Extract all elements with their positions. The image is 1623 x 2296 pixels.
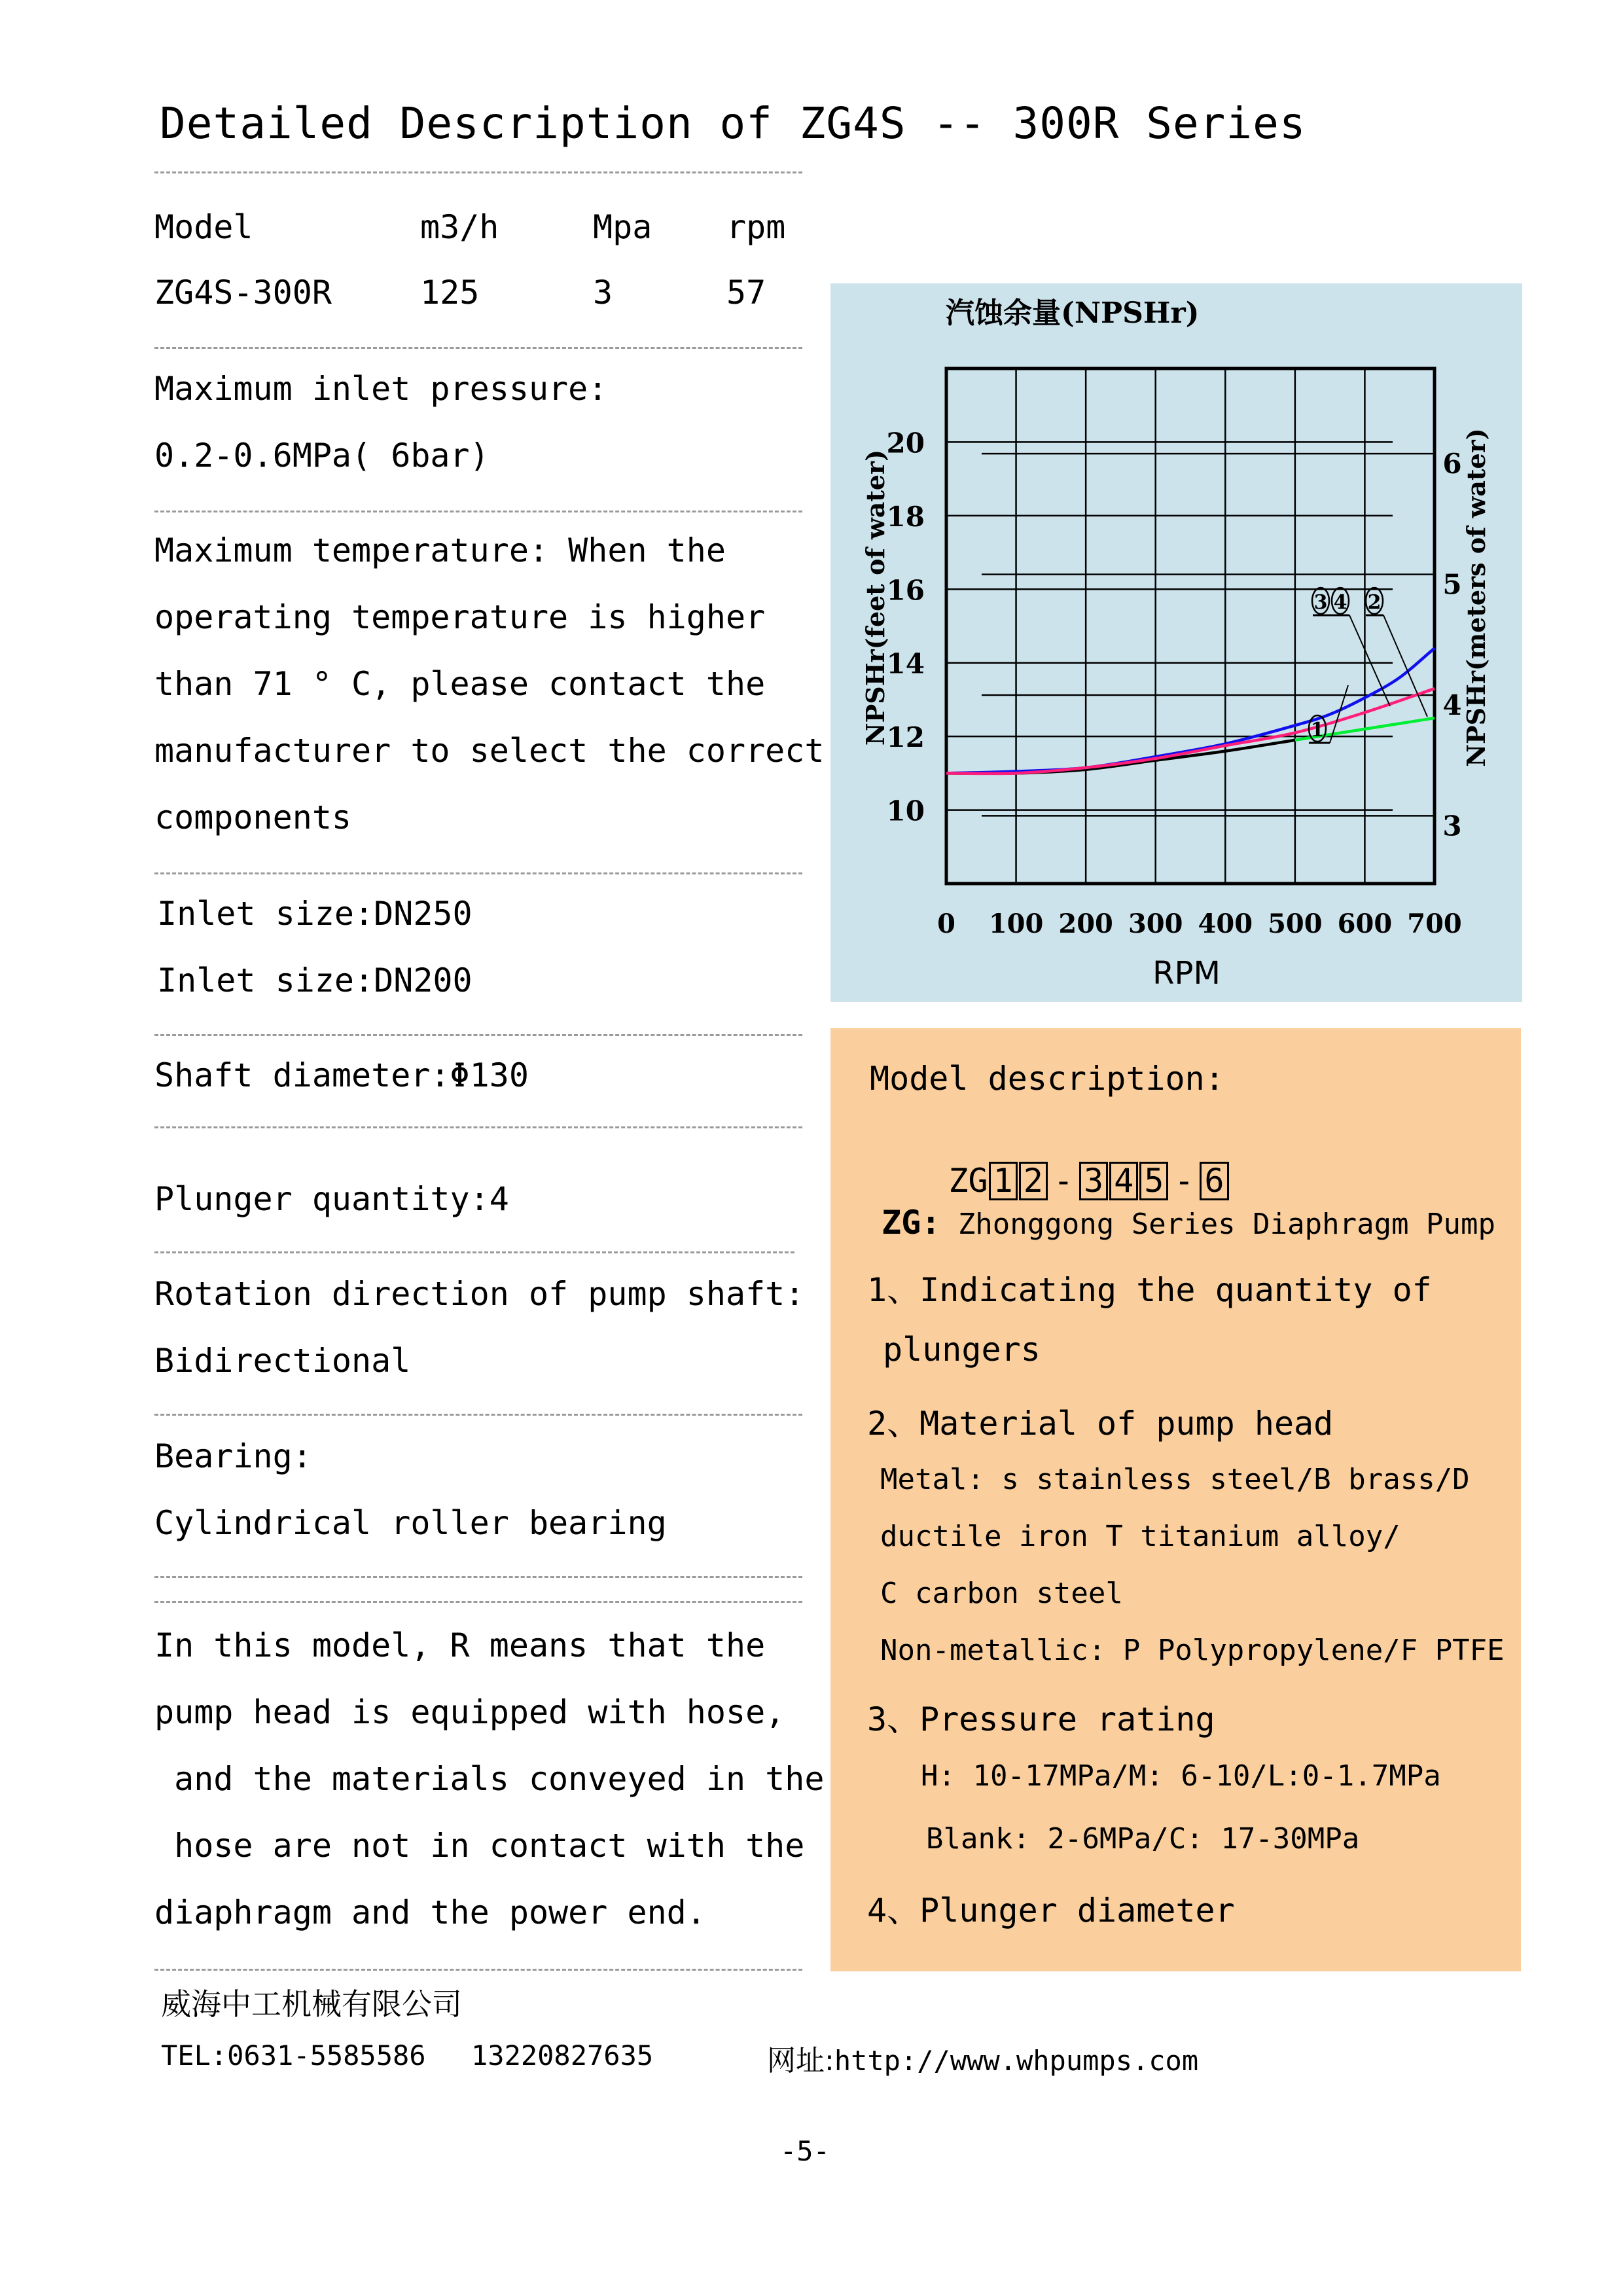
npshr-chart xyxy=(830,283,1522,1002)
item-4: 4、Plunger diameter xyxy=(867,1892,1235,1929)
npshr-chart-panel xyxy=(830,283,1522,1002)
model-code-prefix: ZG xyxy=(948,1162,988,1200)
chart-grid xyxy=(946,368,1435,884)
y2-axis-label: NPSHr(meters of water) xyxy=(1461,428,1491,767)
divider xyxy=(154,171,802,173)
model-code-box: 5 xyxy=(1139,1162,1168,1200)
callout-leader xyxy=(1349,615,1390,706)
bearing-value: Cylindrical roller bearing xyxy=(154,1504,667,1542)
spec-header-rpm: rpm xyxy=(726,208,786,246)
divider xyxy=(154,1601,802,1603)
inlet-size-1: Inlet size:DN250 xyxy=(157,895,473,933)
model-description-panel xyxy=(830,1028,1521,1971)
model-code-separator: - xyxy=(1174,1162,1194,1200)
model-code-box: 2 xyxy=(1019,1162,1048,1200)
divider xyxy=(154,347,802,349)
footer-website xyxy=(767,2037,1198,2079)
page-number: -5- xyxy=(780,2135,830,2167)
spec-rpm-value: 57 xyxy=(726,274,766,312)
note-line: diaphragm and the power end. xyxy=(154,1893,706,1931)
company-name: 威海中工机械有限公司 xyxy=(161,1986,462,2022)
divider xyxy=(154,511,802,512)
y2-tick-label: 5 xyxy=(1442,568,1462,601)
y-tick-label: 14 xyxy=(886,647,925,680)
inlet-size-2: Inlet size:DN200 xyxy=(157,961,473,999)
note-line: pump head is equipped with hose, xyxy=(154,1693,785,1731)
x-tick-label: 500 xyxy=(1268,908,1323,939)
page-title: Detailed Description of ZG4S -- 300R Series xyxy=(160,98,1306,149)
series-line xyxy=(946,740,1295,774)
model-description-heading: Model description: xyxy=(870,1060,1224,1098)
item-2: 2、Material of pump head xyxy=(867,1405,1334,1443)
chart-title: 汽蚀余量(NPSHr) xyxy=(946,296,1200,330)
temperature-line: components xyxy=(154,798,352,836)
website-link[interactable]: http://www.whpumps.com xyxy=(834,2045,1199,2077)
x-tick-label: 200 xyxy=(1058,908,1113,939)
x-tick-label: 0 xyxy=(937,908,955,939)
divider xyxy=(154,1251,794,1253)
spec-flow-value: 125 xyxy=(420,274,480,312)
note-line: In this model, R means that the xyxy=(154,1626,766,1664)
divider xyxy=(154,1126,802,1128)
x-tick-label: 600 xyxy=(1337,908,1393,939)
temperature-line: Maximum temperature: When the xyxy=(154,531,726,569)
item-1-line: 1、Indicating the quantity of xyxy=(867,1271,1432,1309)
y2-tick-label: 4 xyxy=(1442,689,1462,722)
callout-2-text: 2 xyxy=(1367,591,1382,614)
rotation-label: Rotation direction of pump shaft: xyxy=(154,1275,805,1313)
metal-line: Metal: s stainless steel/B brass/D xyxy=(880,1463,1470,1496)
divider xyxy=(154,1576,802,1578)
y-tick-label: 12 xyxy=(886,721,925,754)
divider xyxy=(154,1034,802,1036)
x-tick-label: 100 xyxy=(988,908,1044,939)
item-3: 3、Pressure rating xyxy=(867,1700,1215,1738)
footer-tel: TEL:0631-5585586 xyxy=(161,2039,426,2072)
x-tick-label: 700 xyxy=(1407,908,1462,939)
chart-ticks xyxy=(887,427,1462,939)
shaft-diameter: Shaft diameter:Φ130 xyxy=(154,1056,529,1094)
nonmetal-line: Non-metallic: P Polypropylene/F PTFE xyxy=(880,1634,1505,1667)
zg-label: ZG: xyxy=(882,1204,941,1242)
model-code-box: 1 xyxy=(989,1162,1018,1200)
spec-header-pressure: Mpa xyxy=(593,208,652,246)
model-code-box: 6 xyxy=(1200,1162,1228,1200)
bearing-label: Bearing: xyxy=(154,1437,312,1475)
y-tick-label: 18 xyxy=(886,500,925,533)
callout-4-text: 4 xyxy=(1333,591,1347,614)
note-line: hose are not in contact with the xyxy=(154,1827,805,1865)
temperature-line: manufacturer to select the correct xyxy=(154,732,825,770)
pressure-line: H: 10-17MPa/M: 6-10/L:0-1.7MPa xyxy=(921,1759,1441,1793)
zg-text: Zhonggong Series Diaphragm Pump xyxy=(957,1208,1496,1241)
y2-tick-label: 3 xyxy=(1442,810,1462,842)
callout-3-text: 3 xyxy=(1313,591,1328,614)
x-axis-label: RPM xyxy=(1152,955,1221,992)
spec-header-model: Model xyxy=(154,208,253,246)
chart-callouts xyxy=(1309,588,1427,743)
divider xyxy=(154,1969,802,1971)
plot-frame xyxy=(946,368,1435,884)
zg-definition xyxy=(882,1204,1495,1242)
model-code-box: 3 xyxy=(1079,1162,1108,1200)
y-tick-label: 20 xyxy=(886,427,925,459)
metal-line: C carbon steel xyxy=(880,1577,1123,1610)
footer-mobile: 13220827635 xyxy=(471,2039,654,2072)
x-tick-label: 300 xyxy=(1128,908,1183,939)
inlet-pressure-value: 0.2-0.6MPa( 6bar) xyxy=(154,437,490,475)
x-tick-label: 400 xyxy=(1198,908,1253,939)
rotation-value: Bidirectional xyxy=(154,1342,411,1380)
model-code-separator: - xyxy=(1053,1162,1073,1200)
chart-curves xyxy=(946,648,1435,774)
pressure-line: Blank: 2-6MPa/C: 17-30MPa xyxy=(926,1822,1360,1856)
spec-header-flow: m3/h xyxy=(420,208,499,246)
spec-model-value: ZG4S-300R xyxy=(154,274,332,312)
note-line: and the materials conveyed in the xyxy=(154,1760,825,1798)
y-axis-label: NPSHr(feet of water) xyxy=(861,449,890,746)
y2-tick-label: 6 xyxy=(1442,448,1462,480)
y-tick-label: 16 xyxy=(886,574,925,607)
item-1-line: plungers xyxy=(883,1331,1041,1369)
y-tick-label: 10 xyxy=(886,795,925,827)
temperature-line: operating temperature is higher xyxy=(154,598,766,636)
temperature-line: than 71 ° C, please contact the xyxy=(154,665,766,703)
website-label: 网址: xyxy=(767,2044,834,2077)
model-code-box: 4 xyxy=(1109,1162,1138,1200)
callout-leader xyxy=(1383,615,1427,717)
spec-pressure-value: 3 xyxy=(593,274,613,312)
plunger-quantity: Plunger quantity:4 xyxy=(154,1180,509,1218)
callout-1-text: 1 xyxy=(1310,719,1325,742)
divider xyxy=(154,1414,802,1416)
inlet-pressure-label: Maximum inlet pressure: xyxy=(154,370,608,408)
series-line xyxy=(946,689,1435,774)
divider xyxy=(154,872,802,874)
metal-line: ductile iron T titanium alloy/ xyxy=(880,1520,1400,1553)
